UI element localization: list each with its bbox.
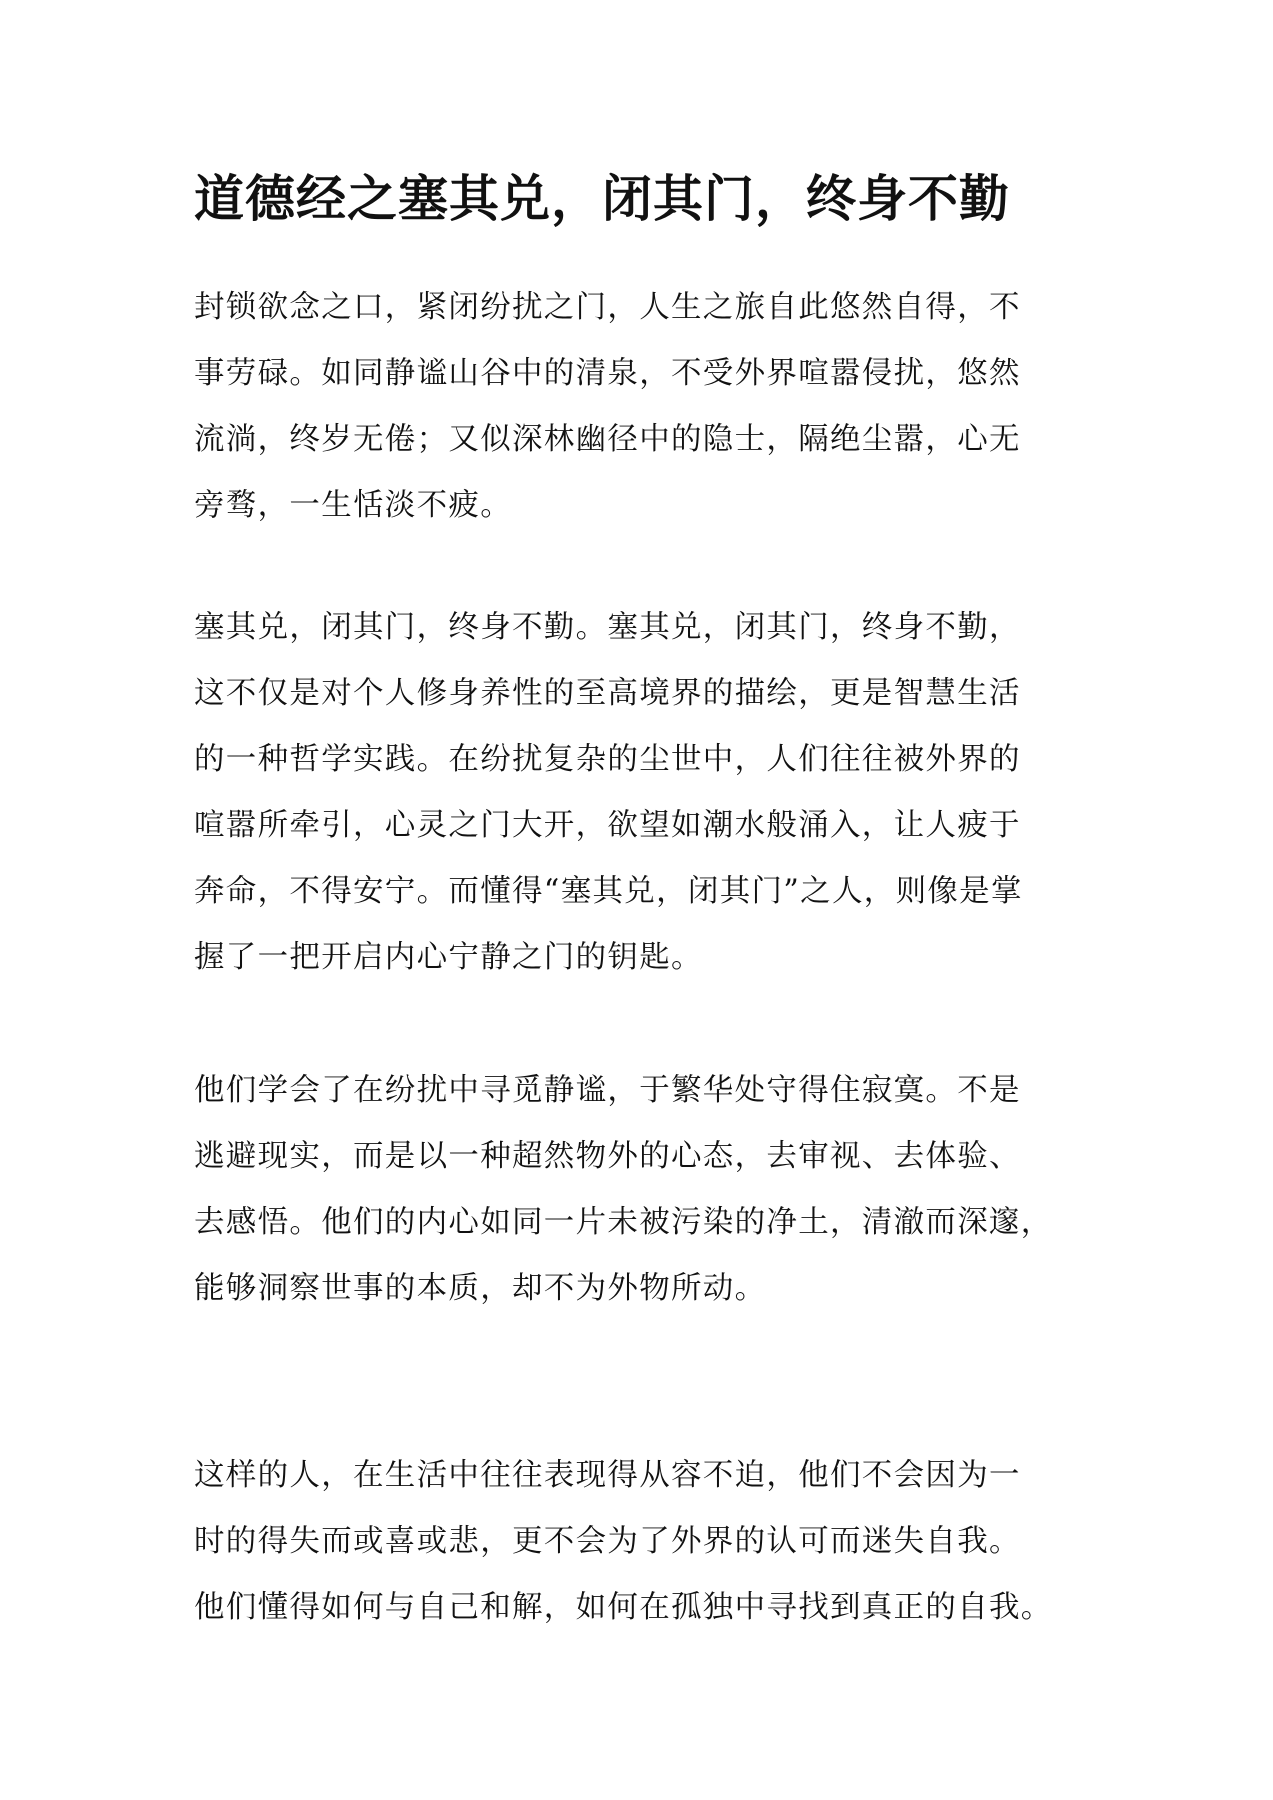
text-line: 他们学会了在纷扰中寻觅静谧，于繁华处守得住寂寞。不是 — [194, 1073, 1021, 1108]
text-line: 去感悟。他们的内心如同一片未被污染的净土，清澈而深邃， — [194, 1205, 1053, 1240]
text-line: 的一种哲学实践。在纷扰复杂的尘世中，人们往往被外界的 — [194, 742, 1021, 777]
text-line: 能够洞察世事的本质，却不为外物所动。 — [194, 1271, 767, 1306]
text-line: 这不仅是对个人修身养性的至高境界的描绘，更是智慧生活 — [194, 676, 1021, 711]
text-line: 逃避现实，而是以一种超然物外的心态，去审视、去体验、 — [194, 1139, 1021, 1174]
paragraph-1 — [194, 275, 1094, 539]
text-line: 时的得失而或喜或悲，更不会为了外界的认可而迷失自我。 — [194, 1524, 1021, 1559]
text-line: 喧嚣所牵引，心灵之门大开，欲望如潮水般涌入，让人疲于 — [194, 808, 1021, 843]
text-line: 流淌，终岁无倦；又似深林幽径中的隐士，隔绝尘嚣，心无 — [194, 422, 1021, 457]
text-line: 封锁欲念之口，紧闭纷扰之门，人生之旅自此悠然自得，不 — [194, 290, 1021, 325]
text-line: 他们懂得如何与自己和解，如何在孤独中寻找到真正的自我。 — [194, 1590, 1053, 1625]
text-line: 奔命，不得安宁。而懂得“塞其兑，闭其门”之人，则像是掌 — [194, 874, 1023, 909]
paragraph-4 — [194, 1443, 1094, 1641]
text-line: 这样的人，在生活中往往表现得从容不迫，他们不会因为一 — [194, 1458, 1021, 1493]
text-line: 握了一把开启内心宁静之门的钥匙。 — [194, 940, 703, 975]
text-line: 旁骛，一生恬淡不疲。 — [194, 488, 512, 523]
page-title: 道德经之塞其兑，闭其门，终身不勤 — [194, 170, 1010, 228]
paragraph-3 — [194, 1058, 1094, 1322]
paragraph-2 — [194, 595, 1094, 991]
text-line: 事劳碌。如同静谧山谷中的清泉，不受外界喧嚣侵扰，悠然 — [194, 356, 1021, 391]
text-line: 塞其兑，闭其门，终身不勤。塞其兑，闭其门，终身不勤， — [194, 610, 1021, 645]
